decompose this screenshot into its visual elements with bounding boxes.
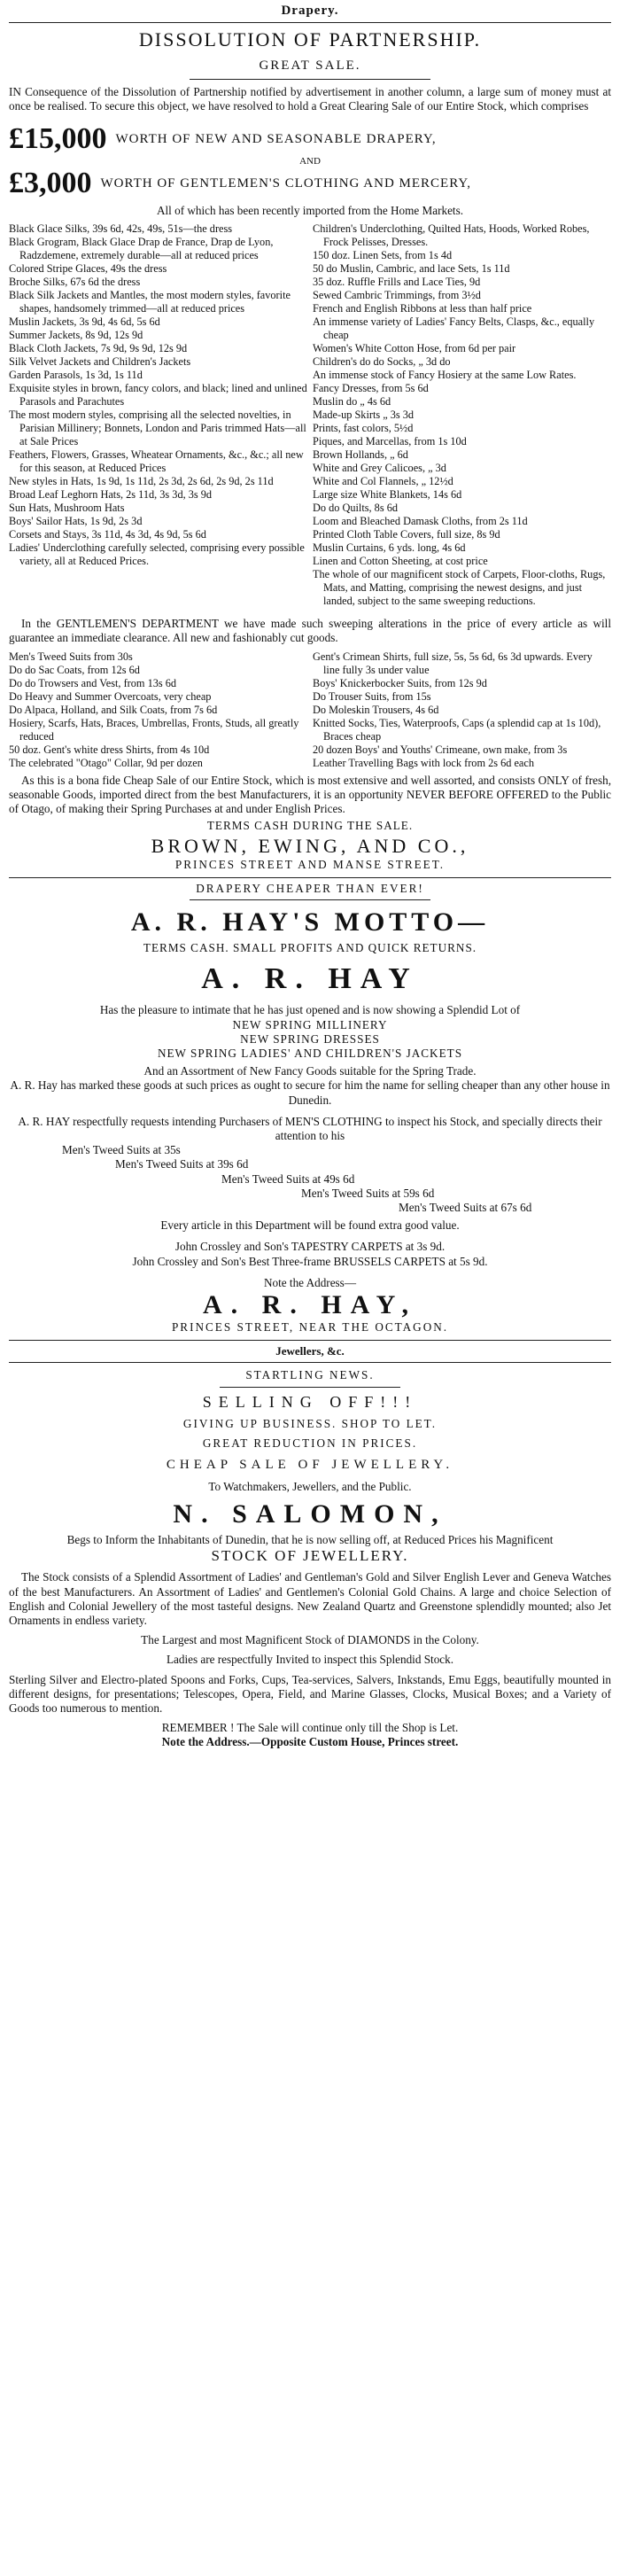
cheap-sale: CHEAP SALE OF JEWELLERY. (166, 1457, 454, 1472)
list-item: 20 dozen Boys' and Youths' Crimeane, own make, from 3s (313, 743, 568, 757)
list-item: Black Silk Jackets and Mantles, the most modern styles, favorite shapes, handsomely trimmed—all at reduced prices (9, 288, 291, 315)
list-item: Ladies' Underclothing carefully selected, comprising every possible variety, all at Reduced Prices. (9, 541, 305, 567)
divider (9, 1340, 611, 1341)
great-reduction: GREAT REDUCTION IN PRICES. (202, 1436, 418, 1450)
drapery-category: Drapery. (281, 4, 339, 18)
amount2-line (9, 167, 611, 200)
clothing-text: A. R. HAY respectfully requests intending Purchasers of MEN'S CLOTHING to inspect his Stock, and specially directs their attention to his (18, 1114, 602, 1143)
list-item: Exquisite styles in brown, fancy colors, and black; lined and unlined Parasols and Parachutes (9, 381, 307, 408)
list-item: 150 doz. Linen Sets, from 1s 4d (313, 248, 453, 261)
salomon-name: N. SALOMON, (173, 1499, 447, 1529)
gents-left-list (9, 650, 307, 770)
suit-3: Men's Tweed Suits at 49s 6d (221, 1171, 355, 1186)
list-item: Black Grogram, Black Glace Drap de France, Drap de Lyon, Radzdemene, extremely durable—all at reduced prices (9, 235, 274, 261)
motto-title: A. R. HAY'S MOTTO— (130, 907, 490, 938)
firm-name: BROWN, EWING, AND CO., (151, 834, 469, 857)
list-item: The most modern styles, comprising all the selected novelties, in Parisian Millinery; Bonnets, London and Paris trimmed Hats—all at Sale Prices (9, 408, 306, 447)
list-item: Made-up Skirts „ 3s 3d (313, 408, 415, 421)
diamonds: The Largest and most Magnificent Stock of DIAMONDS in the Colony. (141, 1633, 479, 1647)
list-item: An immense variety of Ladies' Fancy Belts, Clasps, &c., equally cheap (313, 315, 595, 341)
terms-cash: TERMS CASH DURING THE SALE. (206, 818, 414, 832)
amount2-text: WORTH OF GENTLEMEN'S CLOTHING AND MERCERY, (100, 175, 472, 191)
list-item: White and Grey Calicoes, „ 3d (313, 461, 446, 474)
list-item: Children's Underclothing, Quilted Hats, Hoods, Worked Robes, Frock Pelisses, Dresses. (313, 222, 590, 248)
list-item: Leather Travelling Bags with lock from 2s 6d each (313, 757, 534, 770)
startling-news: STARTLING NEWS. (245, 1368, 375, 1382)
spring-line-2: NEW SPRING DRESSES (240, 1031, 380, 1046)
list-item: 35 doz. Ruffle Frills and Lace Ties, 9d (313, 275, 481, 288)
list-item: Knitted Socks, Ties, Waterproofs, Caps (a splendid cap at 1s 10d), Braces cheap (313, 717, 601, 743)
divider (9, 22, 611, 23)
brussels-carpets: John Crossley and Son's Best Three-frame BRUSSELS CARPETS at 5s 9d. (132, 1254, 488, 1268)
list-item: Sun Hats, Mushroom Hats (9, 501, 125, 514)
spring-line-3: NEW SPRING LADIES' AND CHILDREN'S JACKETS (157, 1047, 463, 1061)
every-article: Every article in this Department will be found extra good value. (160, 1218, 460, 1233)
list-item: Do do Trowsers and Vest, from 13s 6d (9, 677, 177, 690)
list-item: Broche Silks, 67s 6d the dress (9, 275, 141, 288)
list-item: Fancy Dresses, from 5s 6d (313, 381, 429, 394)
list-item: Garden Parasols, 1s 3d, 1s 11d (9, 368, 143, 381)
giving-up: GIVING UP BUSINESS. SHOP TO LET. (182, 1416, 438, 1430)
divider (9, 1362, 611, 1363)
list-item: Piques, and Marcellas, from 1s 10d (313, 434, 467, 447)
marked-text: A. R. Hay has marked these goods at such prices as ought to secure for him the name for selling cheaper than any other house in Dunedin. (10, 1078, 610, 1107)
suit-1: Men's Tweed Suits at 35s (62, 1143, 181, 1157)
list-item: Printed Cloth Table Covers, full size, 8s 9d (313, 527, 500, 541)
sale-intro: IN Consequence of the Dissolution of Partnership notified by advertisement in another column, a large sum of money must at once be realised. To secure this object, we have resolved to hold a Great Clearing Sale of our Entire Stock, which comprises (9, 85, 611, 113)
hay-name: A. R. HAY (201, 962, 419, 996)
firm-address: PRINCES STREET AND MANSE STREET. (174, 857, 446, 871)
sterling-silver: Sterling Silver and Electro-plated Spoons and Forks, Cups, Tea-services, Salvers, Inkstands, Emu Eggs, beautifully mounted in different designs, for presentations; Telescopes, Opera, Field, and Marine Glasses, Clocks, Musical Boxes; and a Variety of Goods too numerous to mention. (9, 1672, 611, 1715)
list-item: Do do Sac Coats, from 12s 6d (9, 664, 140, 677)
hay-intro: Has the pleasure to intimate that he has just opened and is now showing a Splendid Lot of (99, 1003, 521, 1017)
list-item: Black Glace Silks, 39s 6d, 42s, 49s, 51s—the dress (9, 222, 233, 235)
dissolution-title: DISSOLUTION OF PARTNERSHIP. (138, 28, 482, 51)
selling-off: SELLING OFF!!! (202, 1392, 418, 1411)
to-watchmakers: To Watchmakers, Jewellers, and the Public. (208, 1479, 412, 1493)
amount1-text: WORTH OF NEW AND SEASONABLE DRAPERY, (115, 131, 437, 146)
amount1-line (9, 122, 611, 156)
suit-4: Men's Tweed Suits at 59s 6d (301, 1186, 435, 1200)
list-item: The whole of our magnificent stock of Carpets, Floor-cloths, Rugs, Mats, and Matting, comprising the newest designs, and just landed, subject to the same sweeping reductions. (313, 567, 606, 607)
closing-text: As this is a bona fide Cheap Sale of our Entire Stock, which is most extensive and well assorted, and consists ONLY of fresh, seasonable Goods, imported direct from the best Manufacturers, it is an opportunity NEVER BEFORE OFFERED to the Public of Otago, of making their Spring Purchases at and under English Prices. (9, 774, 611, 816)
divider (220, 1387, 400, 1388)
stock-description: The Stock consists of a Splendid Assortment of Ladies' and Gentleman's Gold and Silver English Lever and Geneva Watches of the best Manufacturers. An Assortment of Ladies' and Gentlemen's Colonial Gold Chains. A large and choice Selection of English and Colonial Jewellery of the most tasteful designs. New Zealand Quartz and Greenstone splendidly mounted; also Jet Ornaments in endless variety. (9, 1570, 611, 1627)
gents-intro: In the GENTLEMEN'S DEPARTMENT we have made such sweeping alterations in the price of every article as will guarantee an immediate clearance. All new and fashionably cut goods. (9, 616, 611, 644)
list-item: Loom and Bleached Damask Cloths, from 2s 11d (313, 514, 528, 527)
salomon-address: Note the Address.—Opposite Custom House, Princes street. (161, 1735, 459, 1749)
divider (9, 877, 611, 878)
assortment: And an Assortment of New Fancy Goods suitable for the Spring Trade. (143, 1064, 477, 1078)
divider (190, 899, 430, 900)
list-item: Hosiery, Scarfs, Hats, Braces, Umbrellas, Fronts, Studs, all greatly reduced (9, 717, 299, 743)
suit-2: Men's Tweed Suits at 39s 6d (115, 1157, 249, 1171)
jewellers-category: Jewellers, &c. (275, 1344, 345, 1358)
list-item: Do do Quilts, 8s 6d (313, 501, 398, 514)
and-word: AND (299, 156, 321, 167)
tapestry-carpets: John Crossley and Son's TAPESTRY CARPETS at 3s 9d. (174, 1240, 446, 1254)
gents-columns (9, 650, 611, 770)
list-item: Muslin do „ 4s 6d (313, 394, 391, 408)
items-columns (9, 222, 611, 608)
list-item: Do Moleskin Trousers, 4s 6d (313, 704, 439, 717)
list-item: Children's do do Socks, „ 3d do (313, 354, 451, 368)
list-item: Muslin Curtains, 6 yds. long, 4s 6d (313, 541, 466, 554)
remember: REMEMBER ! The Sale will continue only till the Shop is Let. (161, 1721, 459, 1735)
list-item: Do Trouser Suits, from 15s (313, 690, 431, 704)
list-item: Men's Tweed Suits from 30s (9, 650, 133, 664)
list-item: Black Cloth Jackets, 7s 9d, 9s 9d, 12s 9d (9, 341, 188, 354)
list-item: French and English Ribbons at less than half price (313, 301, 532, 315)
list-item: Colored Stripe Glaces, 49s the dress (9, 261, 167, 275)
note-address: Note the Address— (263, 1275, 357, 1289)
gents-right-list (313, 650, 611, 770)
list-item: Women's White Cotton Hose, from 6d per pair (313, 341, 516, 354)
stock-of-jewellery: STOCK OF JEWELLERY. (211, 1547, 409, 1565)
list-item: Linen and Cotton Sheeting, at cost price (313, 554, 488, 567)
begs-text: Begs to Inform the Inhabitants of Dunedin, that he is now selling off, at Reduced Prices his Magnificent (66, 1533, 554, 1547)
list-item: Do Alpaca, Holland, and Silk Coats, from 7s 6d (9, 704, 218, 717)
spring-line-1: NEW SPRING MILLINERY (232, 1017, 388, 1031)
list-item: Summer Jackets, 8s 9d, 12s 9d (9, 328, 143, 341)
list-item: Muslin Jackets, 3s 9d, 4s 6d, 5s 6d (9, 315, 160, 328)
list-item: New styles in Hats, 1s 9d, 1s 11d, 2s 3d, 2s 6d, 2s 9d, 2s 11d (9, 474, 274, 487)
right-items-list (313, 222, 611, 608)
newspaper-page (9, 0, 611, 1750)
list-item: Brown Hollands, „ 6d (313, 447, 408, 461)
hay-address: PRINCES STREET, NEAR THE OCTAGON. (171, 1320, 449, 1335)
amount1: £15,000 (9, 122, 107, 156)
list-item: Do Heavy and Summer Overcoats, very cheap (9, 690, 212, 704)
list-item: Boys' Sailor Hats, 1s 9d, 2s 3d (9, 514, 143, 527)
list-item: The celebrated "Otago" Collar, 9d per dozen (9, 757, 203, 770)
list-item: 50 doz. Gent's white dress Shirts, from 4s 10d (9, 743, 210, 757)
list-item: Boys' Knickerbocker Suits, from 12s 9d (313, 677, 487, 690)
list-item: Feathers, Flowers, Grasses, Wheatear Ornaments, &c., &c.; all new for this season, at Reduced Prices (9, 447, 304, 474)
amount2: £3,000 (9, 167, 92, 200)
hay-name-2: A. R. HAY, (203, 1290, 417, 1320)
left-items-list (9, 222, 307, 608)
list-item: Silk Velvet Jackets and Children's Jackets (9, 354, 191, 368)
list-item: Corsets and Stays, 3s 11d, 4s 3d, 4s 9d, 5s 6d (9, 527, 206, 541)
list-item: Prints, fast colors, 5½d (313, 421, 414, 434)
list-item: Sewed Cambric Trimmings, from 3½d (313, 288, 481, 301)
list-item: White and Col Flannels, „ 12½d (313, 474, 453, 487)
list-item: An immense stock of Fancy Hosiery at the same Low Rates. (313, 368, 577, 381)
list-item: 50 do Muslin, Cambric, and lace Sets, 1s 11d (313, 261, 510, 275)
motto-text: TERMS CASH. SMALL PROFITS AND QUICK RETURNS. (143, 941, 477, 955)
suit-5: Men's Tweed Suits at 67s 6d (399, 1201, 532, 1215)
list-item: Large size White Blankets, 14s 6d (313, 487, 462, 501)
great-sale-subtitle: GREAT SALE. (259, 58, 361, 73)
drapery-headline: DRAPERY CHEAPER THAN EVER! (196, 882, 424, 896)
list-item: Gent's Crimean Shirts, full size, 5s, 5s 6d, 6s 3d upwards. Every line fully 3s under value (313, 650, 593, 677)
list-item: Broad Leaf Leghorn Hats, 2s 11d, 3s 3d, 3s 9d (9, 487, 213, 501)
imported-note: All of which has been recently imported from the Home Markets. (156, 204, 464, 218)
ladies-invited: Ladies are respectfully Invited to inspect this Splendid Stock. (166, 1653, 454, 1667)
divider (190, 79, 430, 80)
